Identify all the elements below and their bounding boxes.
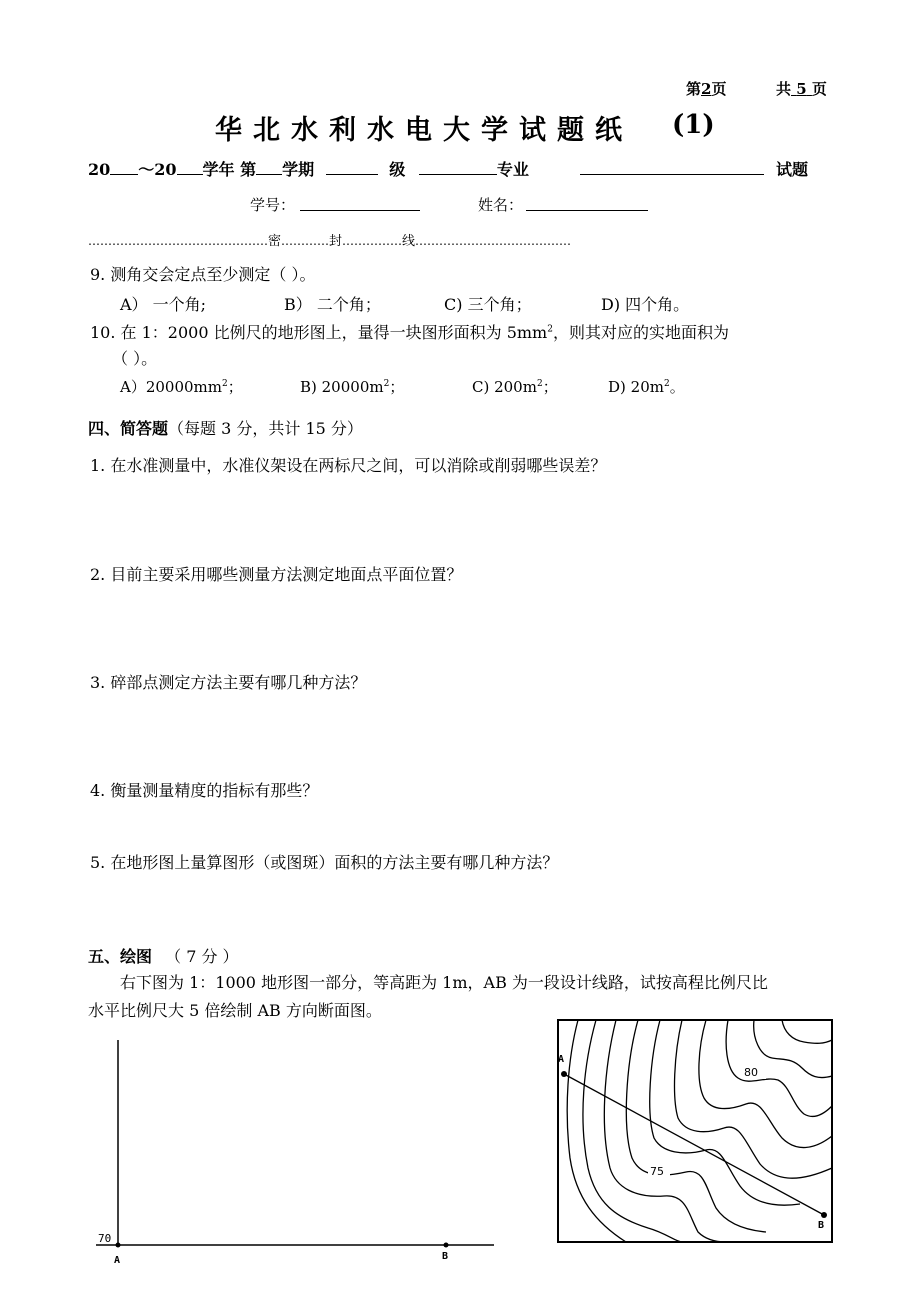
q9-option-a: A） 一个角; (120, 295, 207, 314)
student-id-blank (300, 210, 420, 211)
exam-label: 试题 (776, 160, 809, 179)
short-answer-2: 2. 目前主要采用哪些测量方法测定地面点平面位置？ (90, 565, 463, 584)
student-name-label: 姓名： (478, 196, 524, 214)
map-point-a (561, 1071, 567, 1077)
q10-option-c: C) $200m^2$； (472, 378, 558, 396)
section-5-heading: 五、绘图 （ 7 分 ） (88, 947, 239, 966)
q10-option-d: D) $20m^2$。 (608, 378, 685, 396)
exam-info-line: 20 ～20 学年 第 学期 级 专业 (88, 157, 529, 180)
page-title: 华北水利水电大学试题纸 (215, 115, 633, 146)
section-5-paragraph-line2: 水平比例尺大 5 倍绘制 AB 方向断面图。 (88, 1001, 382, 1020)
total-pages: 共 5 页 (776, 80, 827, 98)
title-number: (1) (672, 110, 715, 140)
section-4-heading: 四、简答题（每题 3 分，共计 15 分） (88, 419, 363, 438)
map-label-b: B (818, 1220, 825, 1231)
page-number: 第2页 (686, 80, 727, 98)
q10-option-a: $A)20000mm^2$； (120, 378, 243, 396)
major-blank (419, 157, 497, 175)
profile-label-b: B (442, 1251, 449, 1262)
profile-y-value: 70 (98, 1232, 112, 1245)
contour-label-75: 75 (650, 1165, 664, 1178)
profile-label-a: A (114, 1255, 121, 1266)
map-point-b (821, 1212, 827, 1218)
topographic-map (556, 1018, 838, 1248)
contour-label-80: 80 (744, 1066, 758, 1079)
short-answer-3: 3. 碎部点测定方法主要有哪几种方法？ (90, 673, 367, 692)
year-start-blank (110, 157, 138, 175)
short-answer-1: 1. 在水准测量中，水准仪架设在两标尺之间，可以消除或削弱哪些误差？ (90, 456, 607, 475)
question-9: 9. 测角交会定点至少测定（ ）。 (90, 265, 316, 284)
student-name-blank (526, 210, 648, 211)
profile-point-b (444, 1243, 449, 1248)
grade-blank (326, 157, 378, 175)
q9-option-b: B） 二个角； (284, 295, 381, 314)
q9-option-d: D) 四个角。 (601, 295, 690, 314)
seal-line: ………………………………………密…………封……………线………………………………… (88, 234, 572, 249)
profile-axes (86, 1030, 496, 1270)
year-end-blank (177, 157, 203, 175)
student-id-label: 学号： (250, 196, 296, 214)
exam-name-blank (580, 174, 764, 175)
profile-point-a (116, 1243, 121, 1248)
question-10-answer-blank: （ ）。 (112, 349, 158, 368)
question-10: 10. 在 1：2000 比例尺的地形图上，量得一块图形面积为 $5mm^2$，则其对应的实地面积为 (90, 323, 729, 342)
section-5-paragraph-line1: 右下图为 1：1000 地形图一部分，等高距为 1m，AB 为一段设计线路，试按高程比例尺比 (120, 973, 768, 992)
short-answer-4: 4. 衡量测量精度的指标有那些？ (90, 781, 319, 800)
q9-option-c: C) 三个角； (444, 295, 532, 314)
q10-option-b: B) $20000m^2$； (300, 378, 405, 396)
map-label-a: A (558, 1054, 565, 1065)
semester-blank (256, 157, 282, 175)
short-answer-5: 5. 在地形图上量算图形（或图斑）面积的方法主要有哪几种方法？ (90, 853, 559, 872)
